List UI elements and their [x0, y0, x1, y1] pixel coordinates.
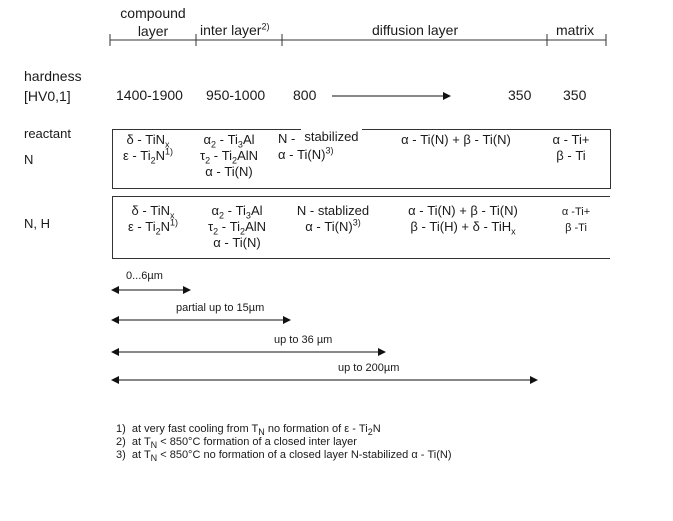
row-nh-matrix-line2: β -Ti — [565, 222, 587, 234]
dimension-label-36um: up to 36 µm — [274, 334, 333, 346]
reactant-label: reactant — [24, 126, 71, 141]
row-nh-inter-line2: $\tau_2 - Ti_2AlN$ — [207, 219, 267, 237]
row-nh-compound-line1: δ - TiN$_x$ — [131, 203, 175, 221]
dimension-label-200um: up to 200µm — [338, 362, 400, 374]
footnote-2: 2) at $T_N < 850^\circ C$ formation of a closed inter layer — [116, 436, 357, 451]
header-inter-layer — [200, 21, 269, 39]
row-nh-compound — [116, 203, 190, 235]
row-nh-matrix — [543, 204, 609, 236]
header-inter-label: inter layer — [200, 22, 262, 38]
dimension-label-6um: 0...6µm — [126, 270, 163, 282]
row-nh-nstab — [283, 203, 383, 235]
row-n-nstab-line1: N - stabilized — [278, 131, 378, 147]
hardness-compound: 1400-1900 — [116, 87, 183, 103]
row-n-compound — [116, 132, 180, 164]
row-n-diffusion: α - Ti(N) + β - Ti(N) — [401, 132, 511, 147]
row-nh-inter-line3: α - Ti(N) — [213, 235, 261, 250]
header-compound-layer — [110, 4, 196, 40]
footnote-3: 3) at $T_N < 850^\circ C$ no formation of a closed layer N-stabilized α - Ti(N) — [116, 449, 452, 464]
row-nh-diffusion-line2: β - Ti(H) + δ - TiH$_x$ — [410, 219, 516, 237]
footnote-1: 1) at very fast cooling from $T_N$ no formation of ε - $Ti_2N$ — [116, 423, 381, 438]
row-n-matrix — [534, 132, 608, 164]
row-n-matrix-line2: β - Ti — [556, 148, 586, 163]
row-n-nstab — [278, 131, 378, 163]
row-n-inter-line1: $\alpha_2 - Ti_3Al$ — [203, 132, 255, 150]
row-n-inter-line2: $\tau_2 - Ti_2AlN$ — [199, 148, 259, 166]
row-nh-label: N, H — [24, 216, 50, 231]
row-nh-compound-line2: ε - $Ti_2N^{1)}$ — [127, 217, 179, 237]
hardness-diffusion-end: 350 — [508, 87, 532, 103]
row-n-inter — [184, 132, 274, 180]
row-n-nstab-line2: α - $Ti(N)^{3)}$ — [278, 145, 334, 162]
hardness-label — [24, 66, 82, 106]
hardness-label-line1: hardness — [24, 68, 82, 84]
hardness-inter: 950-1000 — [206, 87, 266, 103]
row-nh-nstab-line2: α - $Ti(N)^{3)}$ — [305, 217, 361, 234]
header-diffusion-layer: diffusion layer — [372, 22, 459, 38]
row-n-compound-line2: ε - $Ti_2N^{1)}$ — [122, 146, 174, 166]
hardness-diffusion-start: 800 — [293, 87, 317, 103]
hardness-matrix: 350 — [563, 87, 587, 103]
row-nh-matrix-line1: α -Ti+ — [561, 206, 591, 218]
row-nh-inter — [193, 203, 281, 251]
row-nh-inter-line1: $\alpha_2 - Ti_3Al$ — [211, 203, 263, 221]
hardness-label-line2: [HV0,1] — [24, 88, 71, 104]
header-compound-line2: layer — [137, 23, 169, 39]
row-n-matrix-line1: α - Ti+ — [552, 132, 590, 147]
row-n-compound-line1: δ - TiN$_x$ — [126, 132, 170, 150]
row-nh-nstab-line1: N - stablized — [296, 203, 370, 218]
header-inter-sup: 2) — [261, 21, 270, 32]
dimension-label-15um: partial up to 15µm — [176, 302, 265, 314]
row-nh-diffusion-line1: α - Ti(N) + β - Ti(N) — [408, 203, 518, 218]
row-nh-diffusion — [385, 203, 541, 235]
row-n-inter-line3: α - Ti(N) — [205, 164, 253, 179]
header-matrix: matrix — [556, 22, 595, 38]
header-compound-line1: compound — [120, 5, 186, 21]
row-n-label: N — [24, 152, 34, 167]
footnotes — [116, 423, 452, 462]
